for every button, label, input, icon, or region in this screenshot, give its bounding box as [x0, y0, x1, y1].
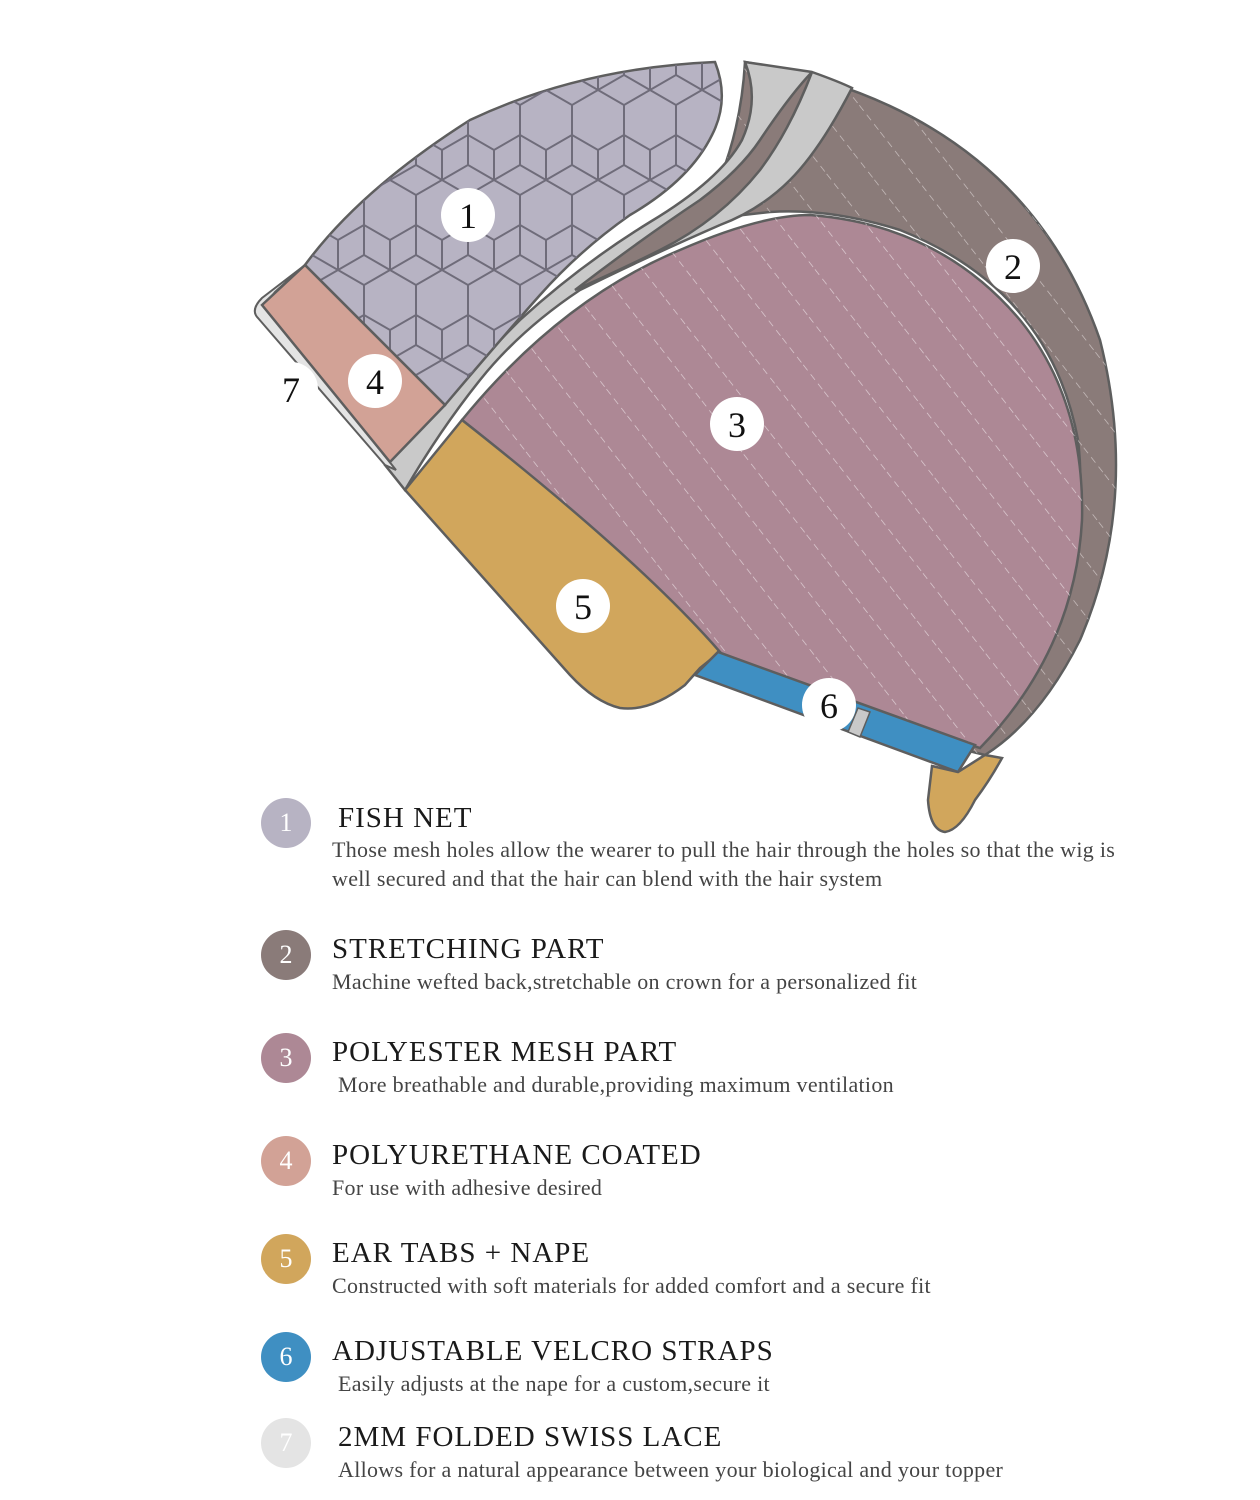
marker-2 [986, 239, 1040, 293]
legend-title: 2MM FOLDED SWISS LACE [338, 1421, 723, 1453]
svg-text:5: 5 [574, 587, 592, 627]
legend-description: Machine wefted back,stretchable on crown for a personalized fit [332, 969, 918, 994]
marker-5 [556, 579, 610, 633]
legend-title: EAR TABS + NAPE [332, 1237, 591, 1269]
marker-6 [802, 678, 856, 732]
legend-badge-4: 4 [261, 1136, 311, 1186]
svg-text:7: 7 [282, 370, 300, 410]
svg-text:6: 6 [820, 686, 838, 726]
legend-badge-1: 1 [261, 798, 311, 848]
legend-title: ADJUSTABLE VELCRO STRAPS [332, 1335, 774, 1367]
legend-title: FISH NET [338, 802, 473, 834]
legend [0, 790, 1260, 1500]
marker-3 [710, 397, 764, 451]
legend-badge-7: 7 [261, 1418, 311, 1468]
legend-badge-6: 6 [261, 1332, 311, 1382]
legend-badge-3: 3 [261, 1033, 311, 1083]
svg-text:1: 1 [459, 196, 477, 236]
legend-description: Constructed with soft materials for added comfort and a secure fit [332, 1273, 931, 1298]
marker-7 [264, 362, 318, 416]
legend-description: Those mesh holes allow the wearer to pull the hair through the holes so that the wig is well secured and that the hair can blend with the hair system [332, 837, 1116, 891]
legend-badge-2: 2 [261, 930, 311, 980]
svg-text:3: 3 [728, 405, 746, 445]
legend-badge-5: 5 [261, 1234, 311, 1284]
legend-description: Easily adjusts at the nape for a custom,secure it [338, 1371, 770, 1396]
marker-4 [348, 354, 402, 408]
svg-text:2: 2 [1004, 247, 1022, 287]
legend-title: POLYURETHANE COATED [332, 1139, 702, 1171]
legend-title: STRETCHING PART [332, 933, 605, 965]
legend-title: POLYESTER MESH PART [332, 1036, 678, 1068]
svg-text:4: 4 [366, 362, 384, 402]
legend-description: Allows for a natural appearance between your biological and your topper [338, 1457, 1004, 1482]
legend-description: More breathable and durable,providing maximum ventilation [338, 1072, 894, 1097]
legend-description: For use with adhesive desired [332, 1175, 603, 1200]
marker-1 [441, 188, 495, 242]
